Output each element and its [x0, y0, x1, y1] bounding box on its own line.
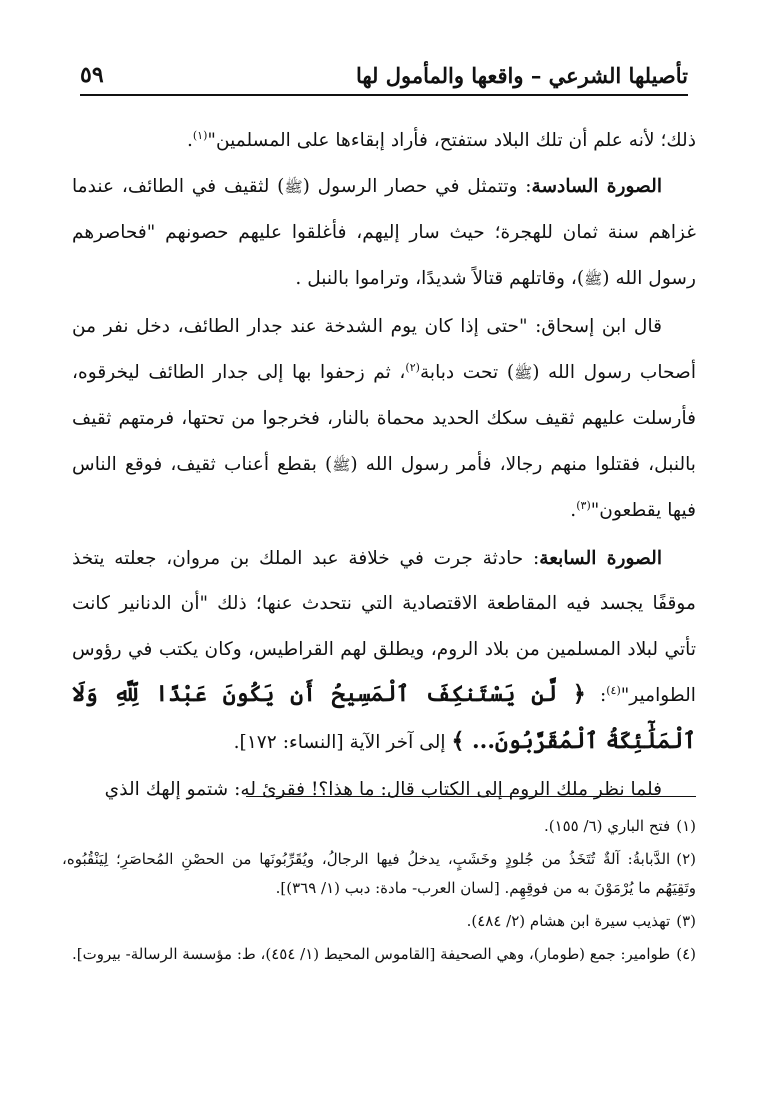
footnotes — [62, 812, 696, 973]
honorific-symbol: ﷺ — [284, 177, 303, 196]
footnote-ref-4: (٤) — [606, 683, 621, 697]
paragraph-3: قال ابن إسحاق: "حتى إذا كان يوم الشدخة عند جدار الطائف، دخل نفر من أصحاب رسول الله (ﷺ) تحت دبابة$^{(٢)}$، ثم زحفوا بها إلى جدار الطائف ليخرقوه، فأرسلت عليهم ثقيف سكك الحديد محماة بالنار، فخرجوا من تحتها، فرمتهم ثقيف بالنبل، فقتلوا منهم رجالا، فأمر رسول الله (ﷺ) بقطع أعناب ثقيف، فوقع الناس فيها يقطعون"$^{(٣)}$. — [72, 316, 696, 521]
honorific-symbol: ﷺ — [332, 455, 351, 474]
footnote-number: (٢) — [676, 850, 696, 868]
paragraph-3-text-a: قال ابن إسحاق: "حتى إذا كان يوم الشدخة عند جدار الطائف، دخل نفر من أصحاب رسول الله ( — [72, 316, 696, 383]
honorific-symbol: ﷺ — [584, 269, 603, 288]
paragraph-3-text-d: ) بقطع أعناب ثقيف، فوقع الناس فيها يقطعون" — [72, 453, 696, 521]
footnote-text: الدَّبابةُ: آلةٌ تُتَخَذُ من جُلودٍ وخَشَبٍ، يدخلُ فيها الرجالُ، ويُقَرِّبُونَها من الحصْنِ المُحاصَرِ؛ لِيَنْقُبُوه، وتَقِيَهُم ما يُرْمَوْنَ به من فوقِهِم. [لسان العرب- مادة: دبب (١/ ٣٦٩)]. — [62, 850, 696, 897]
footnote-text: فتح الباري (٦/ ١٥٥). — [543, 817, 671, 835]
section-heading-seventh: الصورة السابعة — [539, 547, 663, 569]
paragraph-2 — [72, 164, 696, 303]
footnote — [62, 907, 696, 936]
paragraph-4-text-a: : حادثة جرت في خلافة عبد الملك بن مروان، جعلته يتخذ موقفًا يجسد فيه المقاطعة الاقتصادية التي نتحدث عنها؛ ذلك "أن الدنانير كانت تأتي لبلاد المسلمين من بلاد الروم، ويطلق لهم القراطيس، وكان يكتب في رؤوس الطوامير" — [72, 547, 696, 706]
paragraph-5-text: فلما نظر ملك الروم إلى الكتاب قال: ما هذا؟! فقرئ له: شتمو إلهك الذي — [104, 779, 662, 800]
footnote-ref-3: (٣) — [576, 498, 591, 512]
paragraph-2-text-a: : وتتمثل في حصار الرسول ( — [302, 175, 532, 197]
paragraph-1: ذلك؛ لأنه علم أن تلك البلاد ستفتح، فأراد إبقاءها على المسلمين"$^{(١)}$. — [186, 128, 696, 151]
running-head: تأصيلها الشرعي – واقعها والمأمول لها — [355, 63, 688, 88]
main-text — [72, 118, 696, 813]
paragraph-2-text-b: ) لثقيف في الطائف، عندما غزاهم سنة ثمان للهجرة؛ حيث سار إليهم، فأغلقوا عليهم حصونهم "فحاصرهم رسول الله ( — [72, 175, 696, 289]
paragraph-5 — [72, 767, 696, 813]
footnote-number: (١) — [676, 817, 696, 835]
footnote-text: تهذيب سيرة ابن هشام (٢/ ٤٨٤). — [466, 912, 671, 930]
page-header — [80, 62, 688, 96]
section-heading-sixth: الصورة السادسة — [531, 175, 663, 197]
paragraph-3-text-b: ) تحت دبابة — [419, 361, 515, 383]
footnote-number: (٤) — [676, 945, 696, 963]
quran-open-bracket: ﴿ — [572, 681, 586, 707]
paragraph-4 — [72, 536, 696, 766]
honorific-symbol: ﷺ — [514, 363, 533, 382]
footnote-ref-1: (١) — [192, 128, 208, 142]
footnote-ref-2: (٢) — [405, 360, 420, 374]
quran-verse-text: لَّن يَسْتَنكِفَ ٱلْمَسِيحُ أَن يَكُونَ عَبْدًا لِّلَّهِ وَلَا ٱلْمَلَٰٓئِكَةُ ٱلْمُقَرَّبُونَ... — [72, 681, 696, 754]
footnote — [62, 845, 696, 903]
paragraph-1-text: ذلك؛ لأنه علم أن تلك البلاد ستفتح، فأراد إبقاءها على المسلمين" — [207, 130, 696, 151]
paragraph-4-text-b: : — [585, 685, 607, 706]
paragraph-4-text-c: إلى آخر الآية [النساء: ١٧٢]. — [233, 731, 452, 753]
paragraph-2-text-c: )، وقاتلهم قتالاً شديدًا، وتراموا بالنبل . — [295, 267, 585, 289]
page-number: ٥٩ — [80, 62, 104, 88]
footnote — [62, 940, 696, 969]
footnote-divider — [246, 796, 696, 797]
footnote — [62, 812, 696, 841]
paragraph-3-text-c: ، ثم زحفوا بها إلى جدار الطائف ليخرقوه، فأرسلت عليهم ثقيف سكك الحديد محماة بالنار، فخرجوا من تحتها، فرمتهم ثقيف بالنبل، فقتلوا منهم رجالا، فأمر رسول الله ( — [72, 361, 696, 475]
footnote-number: (٣) — [676, 912, 696, 930]
footnote-text: طوامير: جمع (طومار)، وهي الصحيفة [القاموس المحيط (١/ ٤٥٤)، ط: مؤسسة الرسالة- بيروت]. — [71, 945, 671, 963]
quran-close-bracket: ﴾ — [451, 727, 465, 754]
